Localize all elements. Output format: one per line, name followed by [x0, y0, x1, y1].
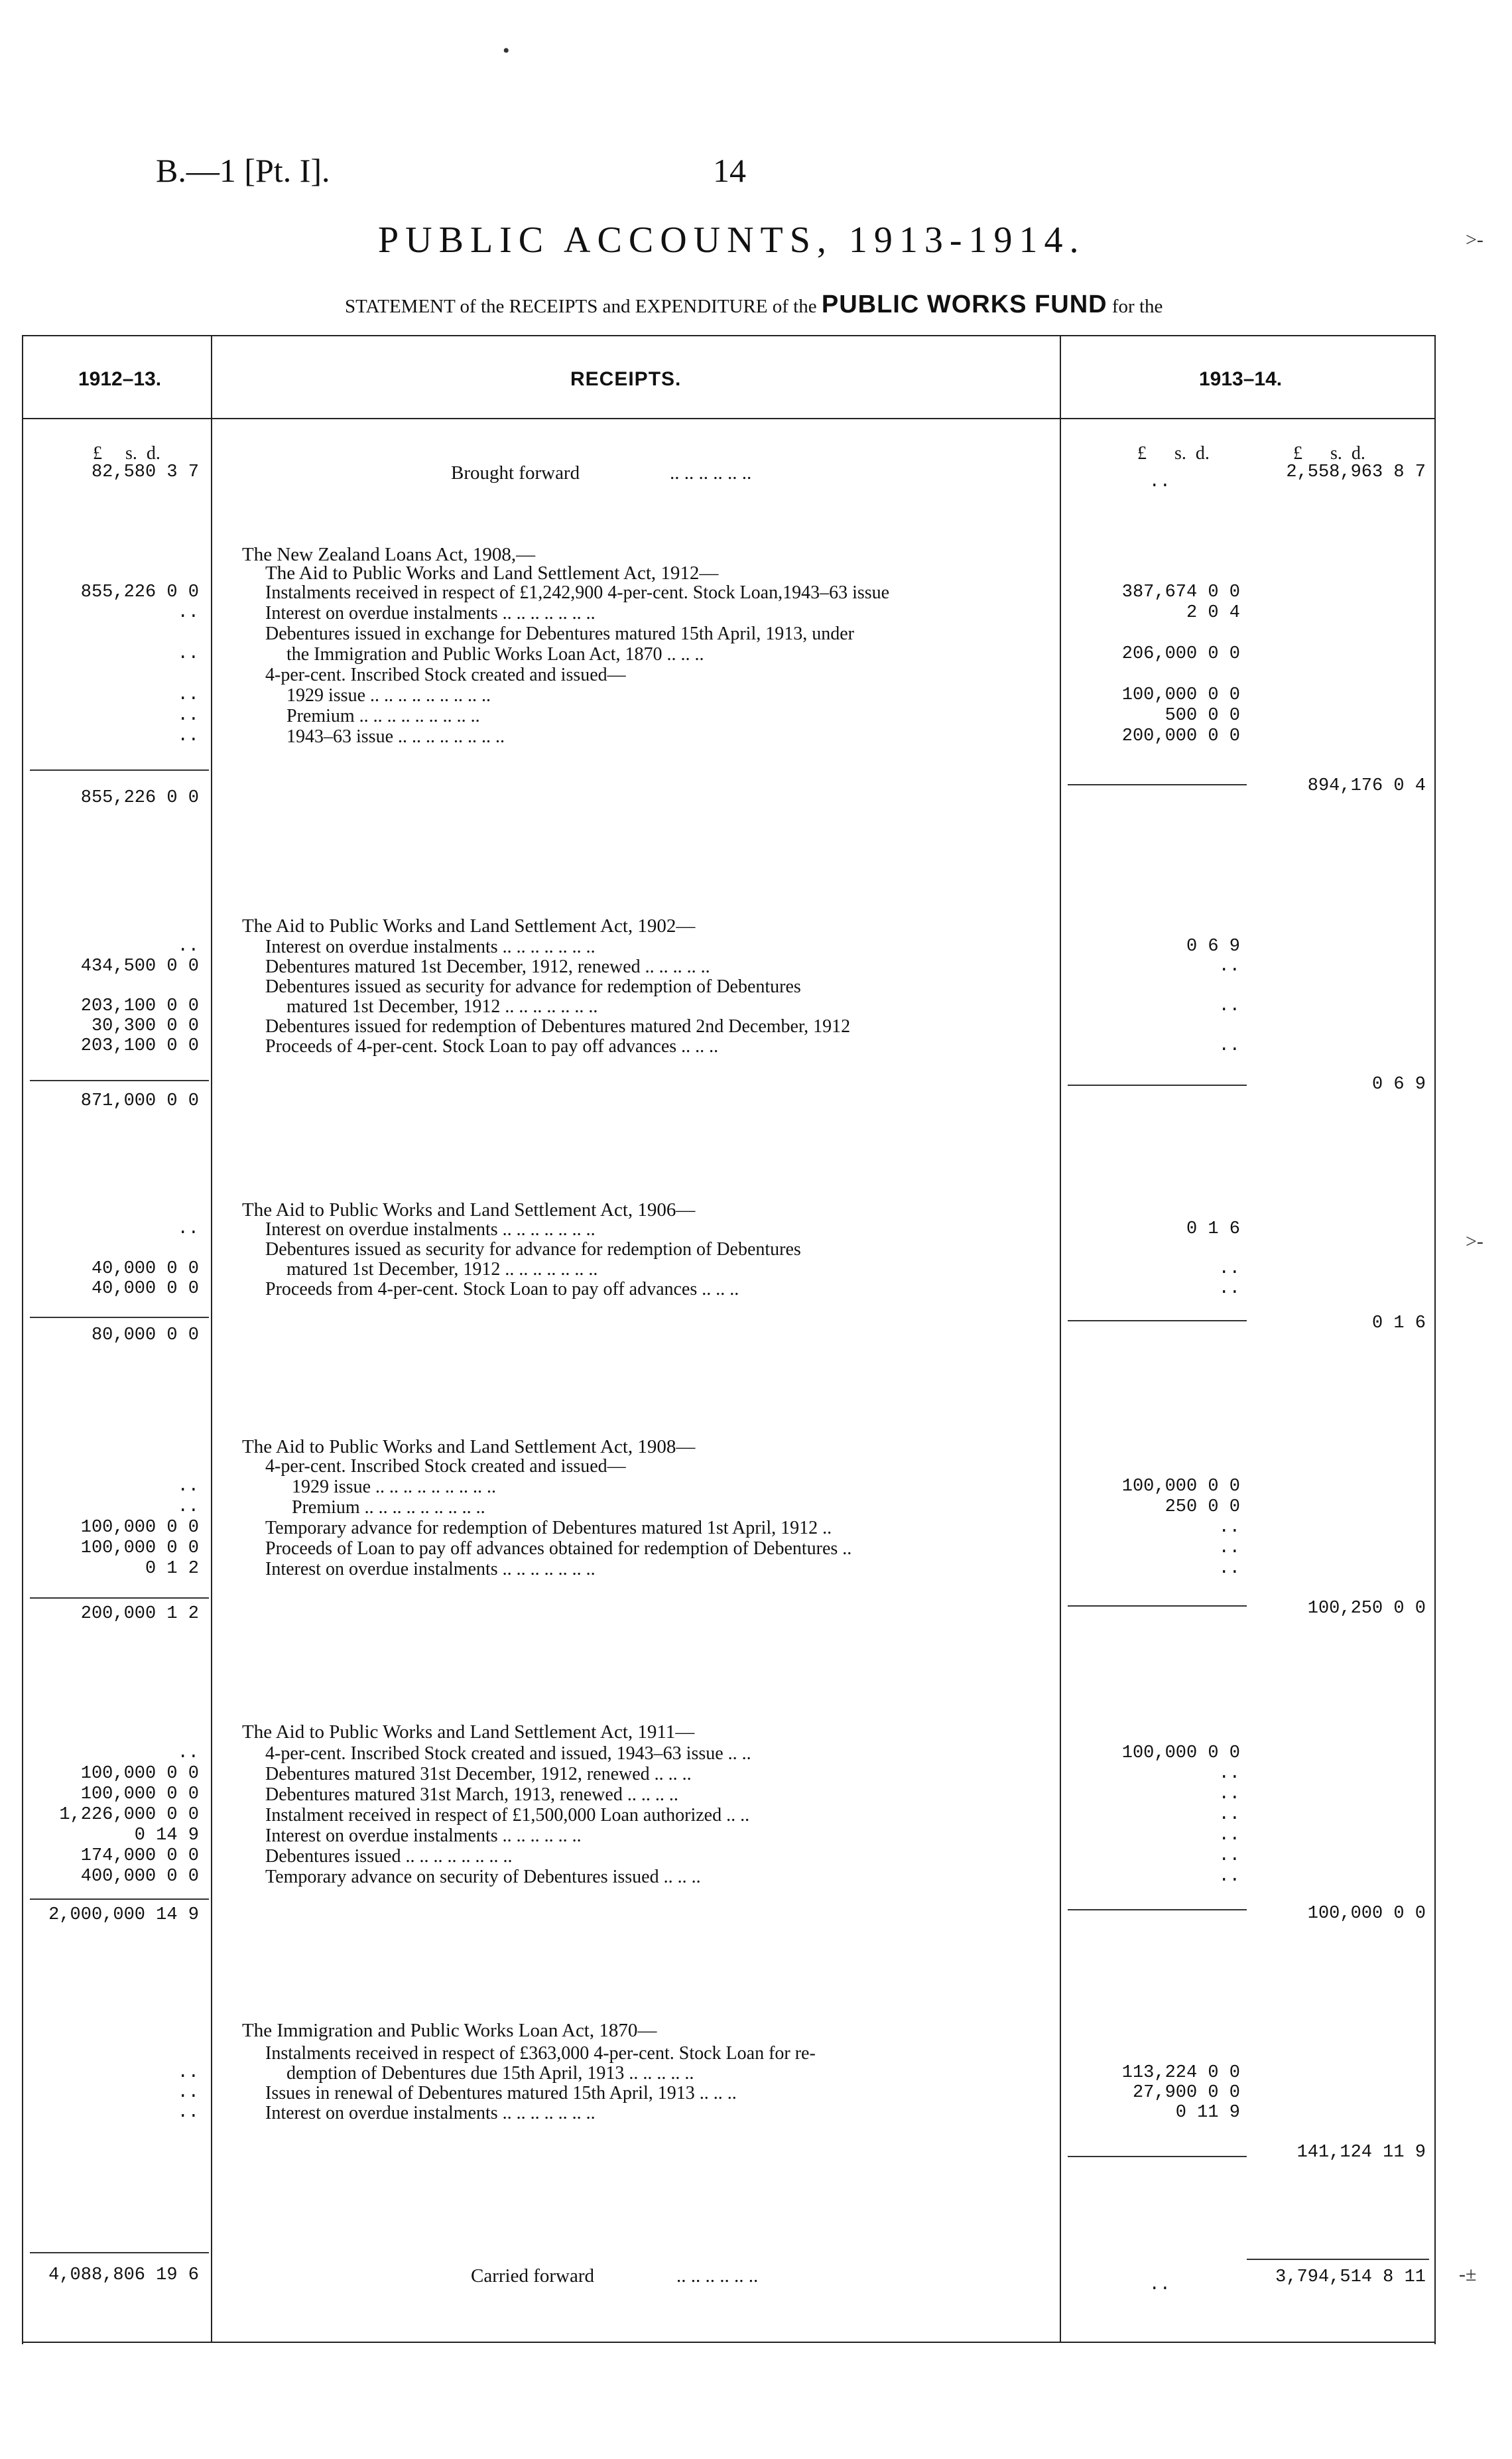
curr-year-detail-amount: ..	[1218, 1764, 1240, 1784]
document-reference: B.—1 [Pt. I].	[156, 152, 330, 189]
brought-forward-label: Brought forward	[451, 462, 580, 484]
curr-year-detail-amount: 250 0 0	[1165, 1497, 1240, 1517]
prev-year-amount: 434,500 0 0	[80, 957, 199, 976]
margin-mark: -±	[1459, 2263, 1477, 2285]
carried-forward-total-rule	[1247, 2259, 1429, 2260]
margin-mark: >-	[1466, 229, 1483, 251]
carried-forward-label: Carried forward	[471, 2265, 594, 2287]
curr-year-section-total: 100,000 0 0	[1307, 1904, 1426, 1924]
curr-year-detail-amount: 200,000 0 0	[1121, 726, 1240, 746]
prev-year-amount: ..	[177, 644, 199, 664]
prev-year-amount: ..	[177, 706, 199, 726]
curr-year-detail-amount: 100,000 0 0	[1121, 1743, 1240, 1763]
statement-post: for the	[1111, 296, 1163, 317]
receipt-line: Debentures issued as security for advance for redemption of Debentures	[265, 1239, 801, 1260]
detail-total-rule	[1068, 1909, 1247, 1910]
prev-year-amount: 1,226,000 0 0	[59, 1805, 199, 1825]
section-heading: The Aid to Public Works and Land Settlement Act, 1908—	[242, 1436, 696, 1457]
curr-year-detail-amount: 0 1 6	[1186, 1219, 1240, 1239]
receipt-line: Temporary advance on security of Debentures issued .. .. ..	[265, 1867, 701, 1887]
total-currency-headings: £ s. d.	[1293, 443, 1365, 464]
receipt-line: Premium .. .. .. .. .. .. .. .. ..	[286, 706, 480, 726]
statement-fund: PUBLIC WORKS FUND	[821, 291, 1107, 318]
prev-year-amount: ..	[177, 1497, 199, 1517]
prev-year-amount: 203,100 0 0	[80, 1036, 199, 1056]
prev-year-amount: 100,000 0 0	[80, 1784, 199, 1804]
brought-forward-dots: .. .. .. .. .. ..	[670, 462, 752, 484]
section-heading: The Immigration and Public Works Loan Act, 1870—	[242, 2020, 657, 2041]
curr-year-section-total: 0 6 9	[1371, 1075, 1426, 1095]
statement-subtitle	[345, 291, 1163, 319]
section-heading: The Aid to Public Works and Land Settlement Act, 1906—	[242, 1199, 696, 1221]
prev-year-amount: 30,300 0 0	[91, 1016, 199, 1036]
prev-year-amount: 203,100 0 0	[80, 996, 199, 1016]
curr-year-detail-amount: 27,900 0 0	[1132, 2083, 1240, 2103]
detail-total-rule	[1068, 784, 1247, 785]
prev-year-amount: ..	[177, 1743, 199, 1763]
receipt-line: matured 1st December, 1912 .. .. .. .. .. .. ..	[286, 1259, 598, 1280]
prev-currency-headings: £ s. d.	[93, 443, 160, 464]
page-title: PUBLIC ACCOUNTS, 1913-1914.	[378, 220, 1086, 261]
margin-mark: >-	[1466, 1230, 1483, 1252]
brought-forward-detail: ..	[1149, 472, 1170, 492]
receipt-line: the Immigration and Public Works Loan Act, 1870 .. .. ..	[286, 644, 704, 665]
receipt-line: Debentures matured 31st March, 1913, renewed .. .. .. ..	[265, 1784, 678, 1805]
detail-currency-headings: £ s. d.	[1137, 443, 1210, 464]
carried-forward-prev-rule	[30, 2252, 209, 2253]
carried-forward-total: 3,794,514 8 11	[1275, 2267, 1426, 2287]
receipt-line: Debentures issued .. .. .. .. .. .. .. ..	[265, 1846, 513, 1867]
receipt-line: Instalments received in respect of £1,242,900 4-per-cent. Stock Loan,1943–63 issue	[265, 582, 890, 603]
carried-forward-dots: .. .. .. .. .. ..	[676, 2265, 759, 2287]
carried-forward-detail: ..	[1149, 2275, 1170, 2295]
receipt-line: 4-per-cent. Inscribed Stock created and issued, 1943–63 issue .. ..	[265, 1743, 751, 1764]
stray-mark: •	[503, 40, 510, 62]
brought-forward-total: 2,558,963 8 7	[1286, 462, 1426, 482]
prev-total-rule	[30, 1317, 209, 1318]
prev-year-section-total: 855,226 0 0	[80, 788, 199, 808]
curr-year-section-total: 141,124 11 9	[1296, 2143, 1426, 2162]
curr-year-detail-amount: 113,224 0 0	[1121, 2063, 1240, 2083]
receipt-line: Interest on overdue instalments .. .. .. .. .. .. ..	[265, 1219, 596, 1240]
prev-total-rule	[30, 1080, 209, 1081]
receipt-line: Proceeds from 4-per-cent. Stock Loan to pay off advances .. .. ..	[265, 1279, 739, 1299]
receipt-line: Issues in renewal of Debentures matured 15th April, 1913 .. .. ..	[265, 2083, 737, 2103]
receipt-line: Debentures matured 1st December, 1912, renewed .. .. .. .. ..	[265, 957, 710, 977]
receipt-line: Interest on overdue instalments .. .. .. .. .. .. ..	[265, 603, 596, 624]
receipt-line: 4-per-cent. Inscribed Stock created and issued—	[265, 665, 626, 685]
receipt-line: Proceeds of 4-per-cent. Stock Loan to pay off advances .. .. ..	[265, 1036, 719, 1057]
carried-forward-prev: 4,088,806 19 6	[48, 2265, 199, 2285]
curr-year-section-total: 0 1 6	[1371, 1313, 1426, 1333]
receipt-line: matured 1st December, 1912 .. .. .. .. .. .. ..	[286, 996, 598, 1017]
detail-total-rule	[1068, 1605, 1247, 1607]
prev-year-amount: 100,000 0 0	[80, 1518, 199, 1538]
curr-year-detail-amount: ..	[1218, 1259, 1240, 1279]
brought-forward-prev: 82,580 3 7	[91, 462, 199, 482]
receipt-line: Proceeds of Loan to pay off advances obtained for redemption of Debentures ..	[265, 1538, 852, 1559]
receipt-line: 1943–63 issue .. .. .. .. .. .. .. ..	[286, 726, 505, 747]
curr-year-detail-amount: ..	[1218, 1279, 1240, 1299]
detail-total-rule	[1068, 1085, 1247, 1086]
prev-year-amount: 855,226 0 0	[80, 582, 199, 602]
receipt-line: Instalments received in respect of £363,000 4-per-cent. Stock Loan for re-	[265, 2043, 816, 2064]
prev-year-section-total: 80,000 0 0	[91, 1325, 199, 1345]
receipt-line: Debentures issued in exchange for Debentures matured 15th April, 1913, under	[265, 624, 854, 644]
curr-year-detail-amount: ..	[1218, 1538, 1240, 1558]
header-rule	[22, 418, 1434, 419]
receipt-line: Debentures matured 31st December, 1912, renewed .. .. ..	[265, 1764, 692, 1784]
curr-year-detail-amount: 2 0 4	[1186, 603, 1240, 623]
statement-pre: STATEMENT of the RECEIPTS and EXPENDITURE of the	[345, 296, 817, 317]
receipt-line: Temporary advance for redemption of Debentures matured 1st April, 1912 ..	[265, 1518, 832, 1538]
curr-year-detail-amount: ..	[1218, 957, 1240, 976]
curr-year-detail-amount: ..	[1218, 1559, 1240, 1579]
curr-year-section-total: 894,176 0 4	[1307, 776, 1426, 796]
prev-year-amount: ..	[177, 685, 199, 705]
section-heading: The Aid to Public Works and Land Settlement Act, 1902—	[242, 915, 696, 937]
receipt-line: Interest on overdue instalments .. .. .. .. .. .. ..	[265, 2103, 596, 2123]
column-heading-receipts: RECEIPTS.	[570, 368, 682, 390]
prev-year-amount: 0 1 2	[145, 1559, 199, 1579]
prev-year-section-total: 2,000,000 14 9	[48, 1905, 199, 1925]
section-heading: The Aid to Public Works and Land Settlement Act, 1911—	[242, 1721, 695, 1743]
detail-total-rule	[1068, 1320, 1247, 1321]
curr-year-detail-amount: ..	[1218, 1867, 1240, 1887]
curr-year-detail-amount: ..	[1218, 1518, 1240, 1538]
receipt-line: 1929 issue .. .. .. .. .. .. .. .. ..	[292, 1477, 496, 1497]
prev-year-amount: 40,000 0 0	[91, 1259, 199, 1279]
prev-total-rule	[30, 769, 209, 771]
prev-year-amount: ..	[177, 937, 199, 957]
section-heading: The New Zealand Loans Act, 1908,—	[242, 544, 536, 565]
curr-year-detail-amount: 100,000 0 0	[1121, 685, 1240, 705]
prev-year-amount: 100,000 0 0	[80, 1764, 199, 1784]
receipt-line: Interest on overdue instalments .. .. .. .. .. .. ..	[265, 1559, 596, 1579]
prev-year-amount: 400,000 0 0	[80, 1867, 199, 1887]
receipt-line: 1929 issue .. .. .. .. .. .. .. .. ..	[286, 685, 491, 706]
prev-total-rule	[30, 1898, 209, 1900]
prev-year-amount: 100,000 0 0	[80, 1538, 199, 1558]
column-heading-curr-year: 1913–14.	[1199, 368, 1283, 390]
receipt-line: Debentures issued for redemption of Debentures matured 2nd December, 1912	[265, 1016, 851, 1037]
column-divider-receipts	[1060, 335, 1061, 2343]
page-number: 14	[713, 152, 746, 189]
curr-year-detail-amount: 0 11 9	[1175, 2103, 1240, 2123]
prev-year-amount: ..	[177, 603, 199, 623]
curr-year-detail-amount: 206,000 0 0	[1121, 644, 1240, 664]
curr-year-section-total: 100,250 0 0	[1307, 1599, 1426, 1619]
prev-year-amount: ..	[177, 726, 199, 746]
curr-year-detail-amount: 100,000 0 0	[1121, 1477, 1240, 1496]
prev-year-section-total: 200,000 1 2	[80, 1604, 199, 1624]
curr-year-detail-amount: ..	[1218, 1846, 1240, 1866]
curr-year-detail-amount: ..	[1218, 1805, 1240, 1825]
prev-year-amount: ..	[177, 2103, 199, 2123]
curr-year-detail-amount: 500 0 0	[1165, 706, 1240, 726]
column-heading-prev-year: 1912–13.	[78, 368, 162, 390]
curr-year-detail-amount: 387,674 0 0	[1121, 582, 1240, 602]
receipt-line: Premium .. .. .. .. .. .. .. .. ..	[292, 1497, 485, 1518]
prev-year-section-total: 871,000 0 0	[80, 1091, 199, 1111]
curr-year-detail-amount: ..	[1218, 1784, 1240, 1804]
prev-year-amount: ..	[177, 1219, 199, 1239]
column-divider-prev	[211, 335, 212, 2343]
section-subheading: The Aid to Public Works and Land Settlement Act, 1912—	[265, 563, 719, 584]
prev-year-amount: ..	[177, 1477, 199, 1496]
receipt-line: demption of Debentures due 15th April, 1913 .. .. .. .. ..	[286, 2063, 694, 2084]
prev-total-rule	[30, 1597, 209, 1599]
prev-year-amount: ..	[177, 2083, 199, 2103]
detail-total-rule	[1068, 2156, 1247, 2157]
curr-year-detail-amount: ..	[1218, 1036, 1240, 1056]
receipt-line: Interest on overdue instalments .. .. .. .. .. .. ..	[265, 937, 596, 957]
prev-year-amount: ..	[177, 2063, 199, 2083]
bottom-rule	[22, 2342, 1434, 2343]
prev-year-amount: 174,000 0 0	[80, 1846, 199, 1866]
receipt-line: 4-per-cent. Inscribed Stock created and issued—	[265, 1456, 626, 1477]
curr-year-detail-amount: ..	[1218, 1826, 1240, 1845]
receipt-line: Interest on overdue instalments .. .. .. .. .. ..	[265, 1826, 582, 1846]
prev-year-amount: 40,000 0 0	[91, 1279, 199, 1299]
receipt-line: Debentures issued as security for advance for redemption of Debentures	[265, 976, 801, 997]
receipt-line: Instalment received in respect of £1,500,000 Loan authorized .. ..	[265, 1805, 750, 1826]
curr-year-detail-amount: ..	[1218, 996, 1240, 1016]
curr-year-detail-amount: 0 6 9	[1186, 937, 1240, 957]
prev-year-amount: 0 14 9	[134, 1826, 199, 1845]
